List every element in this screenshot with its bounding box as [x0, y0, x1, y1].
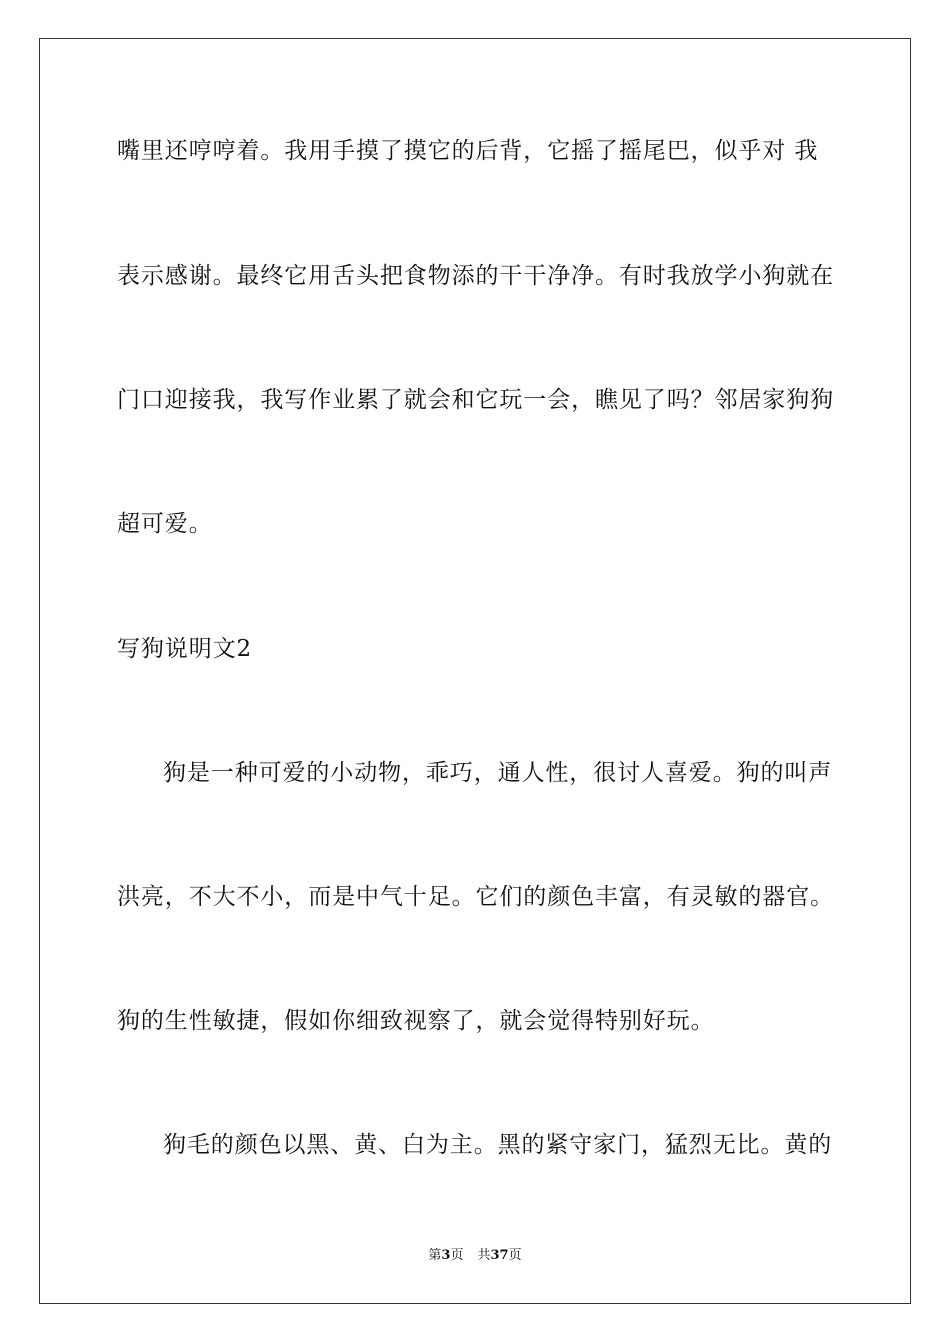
page-suffix: 页 [450, 1248, 464, 1263]
total-suffix: 页 [508, 1248, 522, 1263]
page-number: 3 [441, 1248, 451, 1263]
page-footer [0, 1247, 950, 1265]
page-border [39, 38, 911, 1304]
paragraph-line-8: 狗毛的颜色以黑、黄、白为主。黑的紧守家门，猛烈无比。黄的 [163, 1132, 833, 1158]
paragraph-line-7: 狗的生性敏捷，假如你细致视察了，就会觉得特别好玩。 [117, 1008, 715, 1034]
paragraph-line-2: 表示感谢。最终它用舌头把食物添的干干净净。有时我放学小狗就在 [117, 263, 834, 289]
paragraph-line-6: 洪亮，不大不小，而是中气十足。它们的颜色丰富，有灵敏的器官。 [117, 884, 834, 910]
paragraph-line-5: 狗是一种可爱的小动物，乖巧，通人性，很讨人喜爱。狗的叫声 [163, 760, 833, 786]
section-heading: 写狗说明文2 [117, 636, 253, 662]
total-prefix: 共 [477, 1248, 491, 1263]
paragraph-line-3: 门口迎接我，我写作业累了就会和它玩一会，瞧见了吗？邻居家狗狗 [117, 387, 834, 413]
page-prefix: 第 [428, 1248, 442, 1263]
total-pages: 37 [490, 1248, 509, 1263]
paragraph-line-4: 超可爱。 [117, 511, 213, 537]
paragraph-line-1: 嘴里还哼哼着。我用手摸了摸它的后背，它摇了摇尾巴，似乎对 我 [117, 138, 819, 164]
